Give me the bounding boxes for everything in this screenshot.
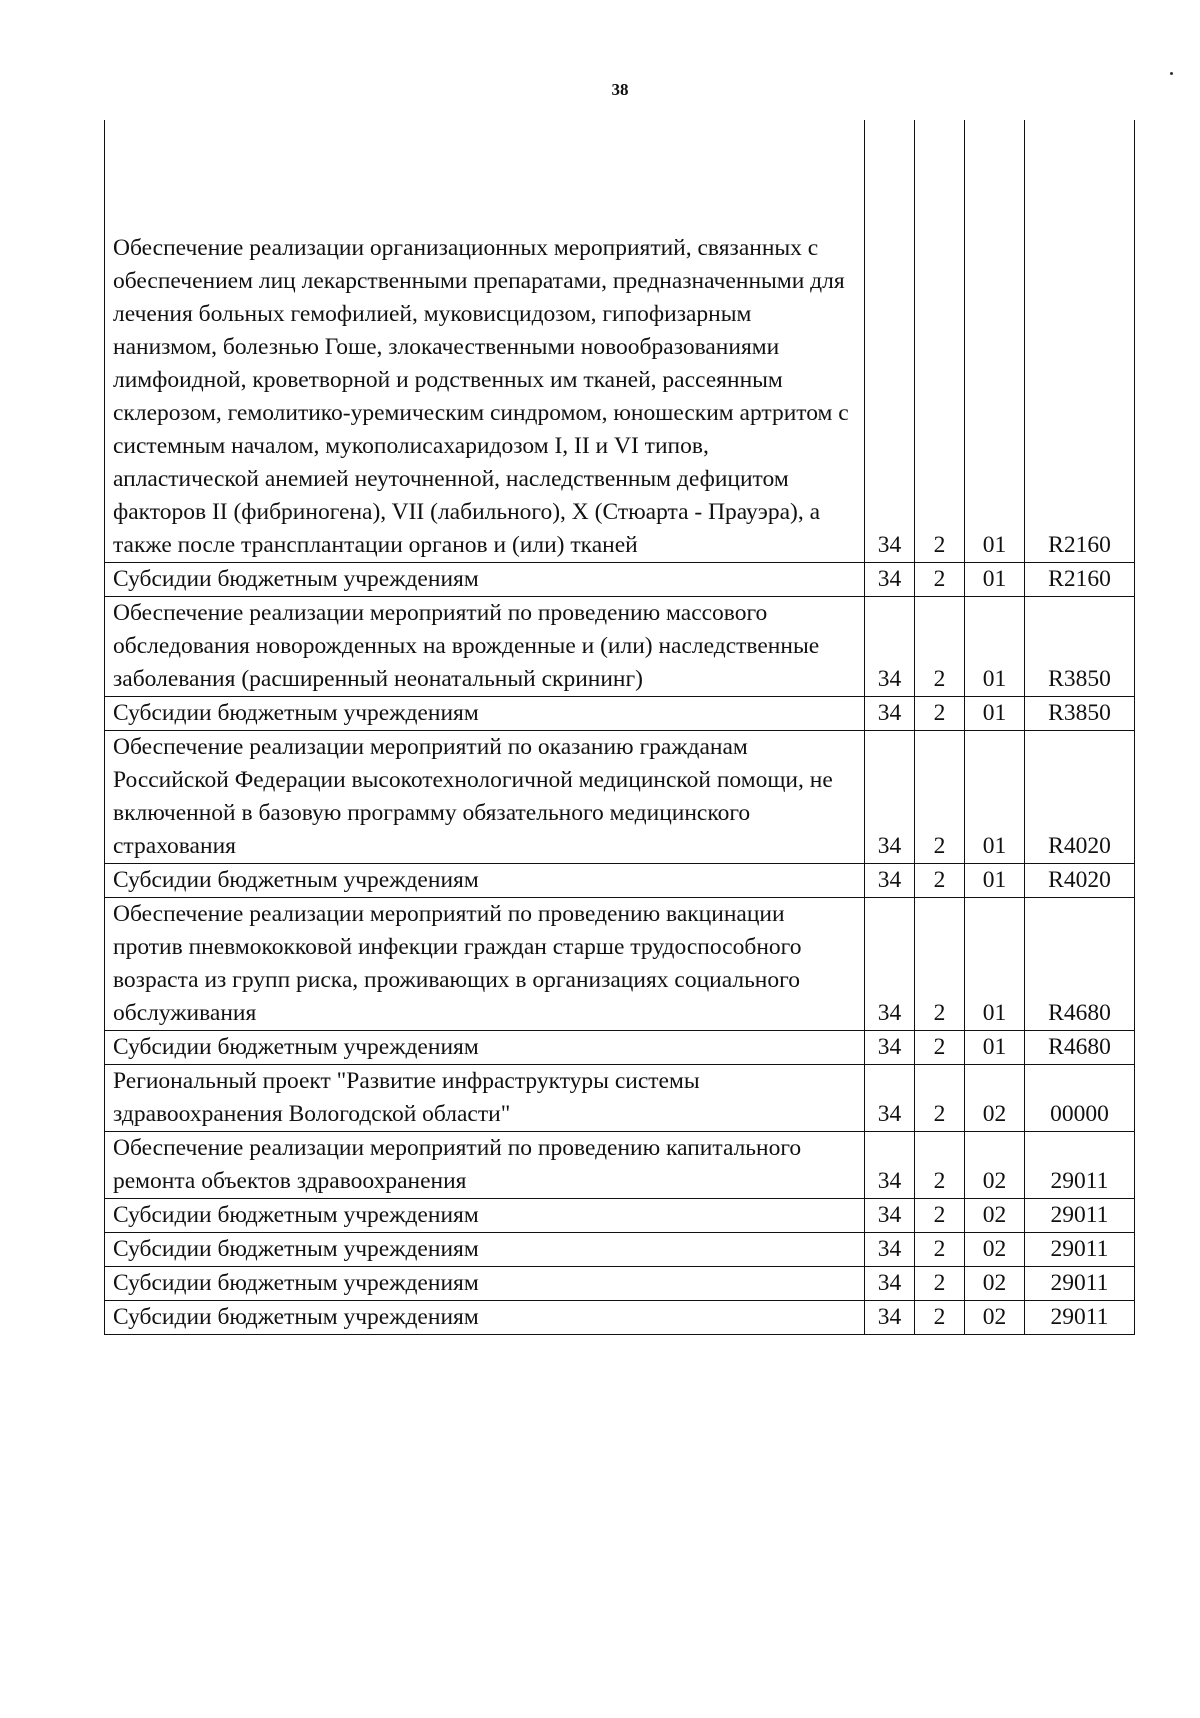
table-row — [105, 563, 1135, 597]
code-cell: 2 — [915, 697, 965, 731]
code-cell: 34 — [865, 731, 915, 864]
code-cell: 2 — [915, 1132, 965, 1199]
code-cell: 34 — [865, 120, 915, 563]
row-name: Обеспечение реализации мероприятий по проведению массового обследования новорожденных на врожденные и (или) наследственные заболевания (расширенный неонатальный скрининг) — [105, 597, 865, 697]
code-cell: 34 — [865, 597, 915, 697]
table-row — [105, 1233, 1135, 1267]
code-cell: 34 — [865, 1199, 915, 1233]
row-name: Субсидии бюджетным учреждениям — [105, 864, 865, 898]
code-cell: 2 — [915, 597, 965, 697]
code-cell: R2160 — [1025, 120, 1135, 563]
row-name: Субсидии бюджетным учреждениям — [105, 1267, 865, 1301]
table-row — [105, 731, 1135, 864]
code-cell: 2 — [915, 1199, 965, 1233]
code-cell: 34 — [865, 864, 915, 898]
code-cell: 29011 — [1025, 1199, 1135, 1233]
code-cell: 2 — [915, 1031, 965, 1065]
table-row — [105, 120, 1135, 563]
code-cell: 29011 — [1025, 1132, 1135, 1199]
code-cell: 01 — [965, 1031, 1025, 1065]
code-cell: 01 — [965, 597, 1025, 697]
table-row — [105, 1301, 1135, 1335]
row-name: Региональный проект "Развитие инфраструктуры системы здравоохранения Вологодской области" — [105, 1065, 865, 1132]
code-cell: R4680 — [1025, 1031, 1135, 1065]
code-cell: 34 — [865, 1267, 915, 1301]
code-cell: 2 — [915, 120, 965, 563]
code-cell: 2 — [915, 1301, 965, 1335]
code-cell: 34 — [865, 898, 915, 1031]
code-cell: 2 — [915, 731, 965, 864]
code-cell: 34 — [865, 1065, 915, 1132]
row-name: Обеспечение реализации мероприятий по проведению вакцинации против пневмококковой инфекции граждан старше трудоспособного возраста из групп риска, проживающих в организациях социального обслуживания — [105, 898, 865, 1031]
table-row — [105, 1132, 1135, 1199]
code-cell: 2 — [915, 563, 965, 597]
code-cell: 01 — [965, 697, 1025, 731]
code-cell: 2 — [915, 1065, 965, 1132]
row-name: Субсидии бюджетным учреждениям — [105, 1199, 865, 1233]
table-row — [105, 1065, 1135, 1132]
row-name: Обеспечение реализации мероприятий по оказанию гражданам Российской Федерации высокотехнологичной медицинской помощи, не включенной в базовую программу обязательного медицинского страхования — [105, 731, 865, 864]
table-row — [105, 1031, 1135, 1065]
code-cell: 01 — [965, 898, 1025, 1031]
row-name: Субсидии бюджетным учреждениям — [105, 1233, 865, 1267]
code-cell: 02 — [965, 1065, 1025, 1132]
code-cell: 2 — [915, 1233, 965, 1267]
table-row — [105, 597, 1135, 697]
row-name: Субсидии бюджетным учреждениям — [105, 697, 865, 731]
row-name: Субсидии бюджетным учреждениям — [105, 563, 865, 597]
code-cell: R4020 — [1025, 731, 1135, 864]
table-row — [105, 898, 1135, 1031]
code-cell: 01 — [965, 120, 1025, 563]
table-row — [105, 1199, 1135, 1233]
table-row — [105, 1267, 1135, 1301]
code-cell: R3850 — [1025, 697, 1135, 731]
code-cell: 34 — [865, 697, 915, 731]
table-row — [105, 697, 1135, 731]
code-cell: 02 — [965, 1132, 1025, 1199]
row-name: Обеспечение реализации мероприятий по проведению капитального ремонта объектов здравоохранения — [105, 1132, 865, 1199]
code-cell: 01 — [965, 563, 1025, 597]
code-cell: R3850 — [1025, 597, 1135, 697]
row-name: Субсидии бюджетным учреждениям — [105, 1301, 865, 1335]
budget-classification-table — [104, 120, 1135, 1335]
code-cell: R4020 — [1025, 864, 1135, 898]
code-cell: 2 — [915, 1267, 965, 1301]
scan-speck — [1170, 72, 1173, 75]
code-cell: 29011 — [1025, 1301, 1135, 1335]
row-name: Субсидии бюджетным учреждениям — [105, 1031, 865, 1065]
code-cell: 34 — [865, 1132, 915, 1199]
code-cell: 34 — [865, 563, 915, 597]
code-cell: 00000 — [1025, 1065, 1135, 1132]
code-cell: 02 — [965, 1267, 1025, 1301]
code-cell: 02 — [965, 1301, 1025, 1335]
code-cell: 2 — [915, 898, 965, 1031]
code-cell: 01 — [965, 864, 1025, 898]
code-cell: 34 — [865, 1233, 915, 1267]
code-cell: 01 — [965, 731, 1025, 864]
code-cell: 2 — [915, 864, 965, 898]
row-name: Обеспечение реализации организационных мероприятий, связанных с обеспечением лиц лекарственными препаратами, предназначенными для лечения больных гемофилией, муковисцидозом, гипофизарным нанизмом, болезнью Гоше, злокачественными новообразованиями лимфоидной, кроветворной и родственных им тканей, рассеянным склерозом, гемолитико-уремическим синдромом, юношеским артритом с системным началом, мукополисахаридозом I, II и VI типов, апластической анемией неуточненной, наследственным дефицитом факторов II (фибриногена), VII (лабильного), X (Стюарта - Прауэра), а также после трансплантации органов и (или) тканей — [105, 120, 865, 563]
code-cell: 34 — [865, 1031, 915, 1065]
code-cell: R4680 — [1025, 898, 1135, 1031]
code-cell: 02 — [965, 1233, 1025, 1267]
table-row — [105, 864, 1135, 898]
code-cell: 34 — [865, 1301, 915, 1335]
code-cell: R2160 — [1025, 563, 1135, 597]
page-number: 38 — [611, 80, 629, 99]
code-cell: 02 — [965, 1199, 1025, 1233]
code-cell: 29011 — [1025, 1267, 1135, 1301]
code-cell: 29011 — [1025, 1233, 1135, 1267]
